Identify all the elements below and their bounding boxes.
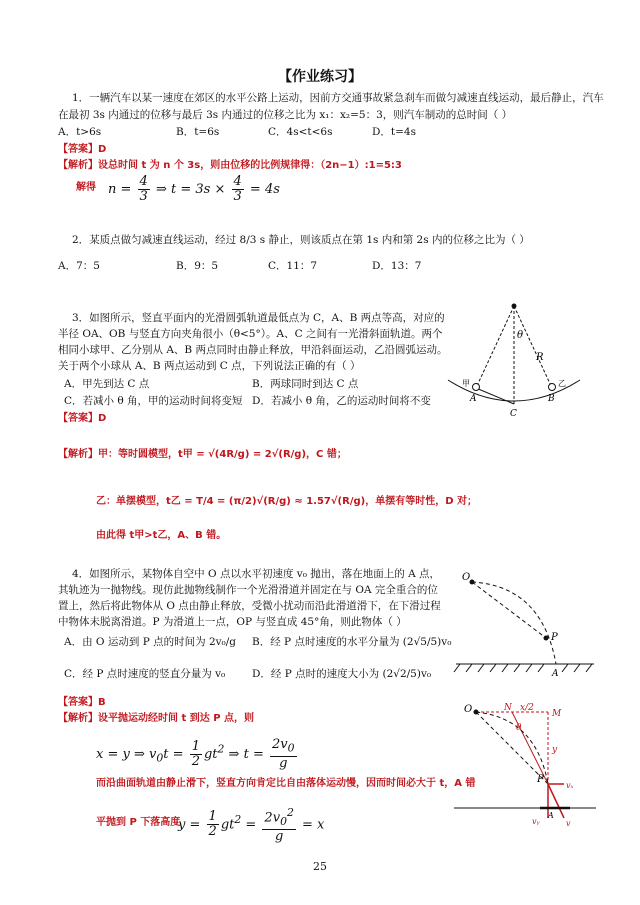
q3-option-b: B．两球同时到达 C 点 bbox=[252, 378, 359, 390]
q4-figure-trajectory bbox=[452, 568, 598, 678]
q3-analysis-2: 乙：单摆模型，t乙 = T/4 = (π/2)√(R/g) ≈ 1.57√(R/g)，单摆有等时性，D 对； bbox=[96, 496, 477, 507]
q4-fig1-p: P bbox=[551, 632, 558, 643]
q3-stem-line3: 相同小球甲、乙分别从 A、B 两点同时由静止释放，甲沿斜面运动，乙沿圆弧运动。 bbox=[58, 344, 448, 356]
q3-option-d: D．若减小 θ 角，乙的运动时间将不变 bbox=[252, 395, 431, 407]
q4-option-d: D．经 P 点时的速度大小为 (2√2/5)v₀ bbox=[252, 668, 432, 680]
q4-fig2-vx: vₓ bbox=[566, 781, 574, 790]
q4-fig2-p: P bbox=[537, 774, 544, 785]
q1-answer: 【答案】D bbox=[58, 144, 107, 155]
q4-equation-1: x = y ⇒ $v_0t$ = $\frac{1}{2}$ $gt^2$ ⇒ t = $\frac{2v_0}{g}$ bbox=[96, 737, 295, 771]
q1-solve-label: 解得 bbox=[76, 182, 96, 193]
q3-option-a: A．甲先到达 C 点 bbox=[64, 378, 150, 390]
q4-figure-velocity bbox=[452, 700, 598, 836]
q1-solve-equation: n = $\frac{4}{3}$ ⇒ t = 3s × $\frac{4}{3}$ = 4s bbox=[108, 174, 280, 204]
q4-fig1-o: O bbox=[462, 572, 471, 583]
q2-option-c: C．11：7 bbox=[268, 260, 318, 272]
q4-analysis-2: 而沿曲面轨道由静止滑下，竖直方向肯定比自由落体运动慢，因而时间必大于 t，A 错 bbox=[96, 778, 476, 789]
q3-analysis-1: 【解析】甲：等时圆模型，t甲 = √(4R/g) = 2√(R/g)，C 错； bbox=[58, 449, 347, 460]
q4-fig2-m: M bbox=[552, 709, 562, 719]
q3-figure bbox=[440, 298, 600, 422]
q3-option-c: C．若减小 θ 角，甲的运动时间将变短 bbox=[64, 395, 243, 407]
q4-stem-line4: 中物体未脱离滑道。P 为滑道上一点，OP 与竖直成 45°角，则此物体（ ） bbox=[58, 616, 407, 628]
q4-fig2-vy: vᵧ bbox=[532, 817, 540, 826]
q4-stem-line1: 4．如图所示，某物体自空中 O 点以水平初速度 v₀ 抛出，落在地面上的 A 点， bbox=[72, 568, 441, 580]
q4-fig2-n: N bbox=[504, 703, 512, 713]
q3-fig-a: A bbox=[470, 394, 477, 404]
q3-answer: 【答案】D bbox=[58, 413, 107, 424]
q3-stem-line2: 半径 OA、OB 与竖直方向夹角很小（θ<5°）。A、C 之间有一光滑斜面轨道。两个 bbox=[58, 328, 443, 340]
q2-option-a: A．7：5 bbox=[58, 260, 100, 272]
q4-stem-line2: 其轨迹为一抛物线。现仿此抛物线制作一个光滑滑道并固定在与 OA 完全重合的位 bbox=[58, 584, 438, 596]
q4-fig2-y: y bbox=[552, 745, 558, 755]
q1-stem-line2: 在最初 3s 内通过的位移与最后 3s 内通过的位移之比为 x₁：x₂=5：3，则汽车制动的总时间（ ） bbox=[58, 109, 513, 121]
q2-option-b: B．9：5 bbox=[176, 260, 219, 272]
q4-option-b: B．经 P 点时速度的水平分量为 (2√5/5)v₀ bbox=[252, 636, 452, 648]
q3-fig-r: R bbox=[536, 352, 544, 363]
q4-analysis-3-label: 平抛到 P 下落高度 bbox=[96, 817, 181, 828]
q4-fig2-o: O bbox=[464, 704, 473, 715]
q1-option-b: B．t=6s bbox=[176, 126, 220, 138]
q3-fig-theta: θ bbox=[517, 330, 524, 341]
q1-option-a: A．t>6s bbox=[58, 126, 102, 138]
q2-option-d: D．13：7 bbox=[372, 260, 422, 272]
q4-fig2-theta: θ bbox=[516, 723, 522, 733]
q1-stem-line1: 1．一辆汽车以某一速度在郊区的水平公路上运动，因前方交通事故紧急刹车而做匀减速直线运动，最后静止，汽车 bbox=[72, 92, 604, 104]
q3-fig-c: C bbox=[510, 409, 517, 419]
q4-analysis-1: 【解析】设平抛运动经时间 t 到达 P 点，则 bbox=[58, 713, 255, 724]
q1-option-d: D．t=4s bbox=[372, 126, 417, 138]
page-title: 【作业练习】 bbox=[278, 69, 362, 85]
q4-stem-line3: 置上，然后将此物体从 O 点由静止释放，受微小扰动而沿此滑道滑下，在下滑过程 bbox=[58, 600, 441, 612]
q4-fig2-v: v bbox=[566, 819, 571, 828]
q3-stem-line4: 关于两个小球从 A、B 两点运动到 C 点，下列说法正确的有（ ） bbox=[58, 360, 361, 372]
q4-fig2-x2: x/2 bbox=[520, 703, 534, 713]
q4-equation-2: y = $\frac{1}{2}$ $gt^2$ = $\frac{2v_0^2}{g}$ = x bbox=[178, 806, 325, 844]
q3-fig-jia: 甲 bbox=[462, 379, 470, 388]
q4-option-a: A．由 O 运动到 P 点的时间为 2v₀/g bbox=[64, 636, 237, 648]
q4-fig1-a: A bbox=[552, 669, 559, 678]
q3-fig-yi: 乙 bbox=[558, 379, 566, 388]
q3-analysis-3: 由此得 t甲>t乙，A、B 错。 bbox=[96, 530, 227, 541]
q2-stem: 2．某质点做匀减速直线运动，经过 8/3 s 静止，则该质点在第 1s 内和第 2s 内的位移之比为（ ） bbox=[72, 234, 530, 246]
q4-answer: 【答案】B bbox=[58, 697, 106, 708]
q4-fig2-a: A bbox=[548, 811, 554, 820]
page-number: 25 bbox=[313, 860, 327, 873]
q3-stem-line1: 3．如图所示，竖直平面内的光滑圆弧轨道最低点为 C，A、B 两点等高，对应的 bbox=[72, 312, 445, 324]
q1-option-c: C．4s<t<6s bbox=[268, 126, 333, 138]
q1-analysis: 【解析】设总时间 t 为 n 个 3s，则由位移的比例规律得：（2n−1）:1=5:3 bbox=[58, 160, 402, 171]
q4-option-c: C．经 P 点时速度的竖直分量为 v₀ bbox=[64, 668, 226, 680]
q3-fig-b: B bbox=[548, 394, 555, 404]
